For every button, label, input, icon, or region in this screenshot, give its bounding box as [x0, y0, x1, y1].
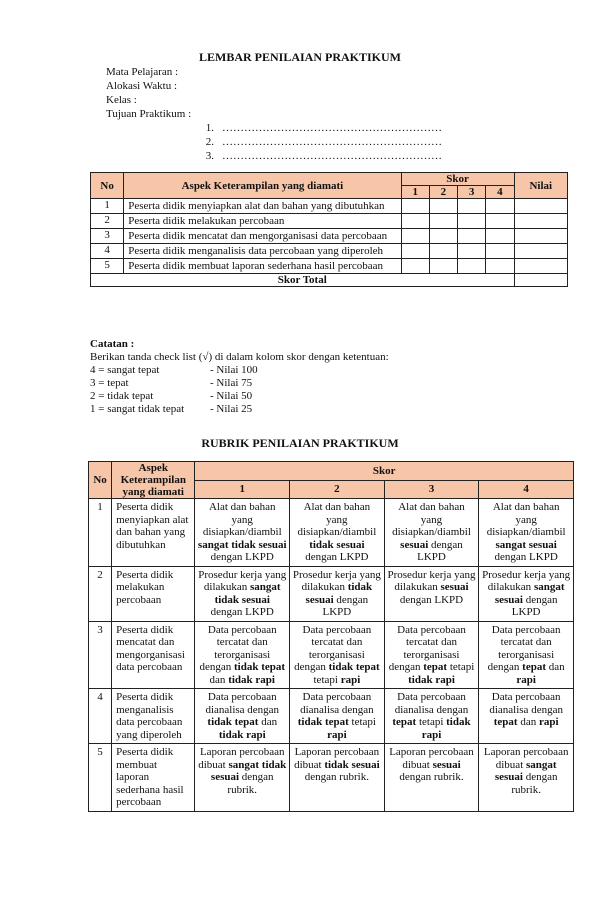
- criteria-emphasis: sangat sesuai: [494, 581, 565, 606]
- tujuan-list: [194, 121, 442, 163]
- criteria-text: Laporan percobaan dibuat: [294, 746, 380, 771]
- notes-intro: Berikan tanda check list (√) di dalam kolom skor dengan ketentuan:: [90, 351, 389, 363]
- note-value: - Nilai 50: [210, 390, 253, 402]
- notes-block: [90, 338, 389, 416]
- criteria-emphasis: tepat: [392, 716, 417, 728]
- rubric-criteria-cell: [384, 689, 479, 744]
- criteria-text: Alat dan bahan yang disiapkan/diambil: [486, 501, 566, 538]
- rubric-row-number: 1: [89, 499, 112, 567]
- rubric-row: [89, 621, 574, 689]
- tujuan-item-dots: ……………………………………………………: [222, 122, 442, 134]
- criteria-text: dan: [517, 716, 539, 728]
- criteria-text: Data percobaan dianalisa dengan: [394, 691, 469, 716]
- criteria-text: dengan LKPD: [494, 551, 558, 563]
- row-aspek: Peserta didik menganalisis data percobaan yang diperoleh: [124, 244, 401, 259]
- tujuan-item-number: 1.: [205, 122, 214, 134]
- criteria-text: dengan LKPD: [417, 538, 463, 563]
- criteria-emphasis: tepat: [493, 716, 518, 728]
- criteria-emphasis: rapi: [516, 673, 536, 686]
- criteria-emphasis: rapi: [327, 728, 347, 741]
- row-aspek: Peserta didik menyiapkan alat dan bahan yang dibutuhkan: [124, 199, 401, 214]
- rubric-criteria-cell: [195, 499, 290, 567]
- criteria-emphasis: sangat tidak sesuai: [210, 758, 287, 783]
- criteria-text: Alat dan bahan yang disiapkan/diambil: [202, 501, 282, 538]
- criteria-emphasis: tidak rapi: [408, 673, 455, 686]
- rubric-row-aspek: Peserta didik menganalisis data percobaan yang diperoleh: [112, 689, 195, 744]
- criteria-text: dan: [209, 673, 229, 686]
- criteria-text: Data percobaan tercatat dan terorganisasi dengan: [487, 623, 561, 673]
- tujuan-item-dots: ……………………………………………………: [222, 150, 442, 162]
- score-cell[interactable]: [401, 199, 429, 214]
- score-cell[interactable]: [401, 244, 429, 259]
- tujuan-item-number: 3.: [205, 150, 214, 162]
- tujuan-item: [194, 135, 442, 149]
- note-row: [90, 364, 389, 377]
- tujuan-item-dots: ……………………………………………………: [222, 136, 442, 148]
- score-cell[interactable]: [429, 259, 457, 274]
- meta-mata-pelajaran: Mata Pelajaran :: [106, 66, 179, 78]
- note-key: 2 = tidak tepat: [90, 390, 154, 402]
- criteria-text: Data percobaan tercatat dan terorganisasi dengan: [294, 623, 372, 673]
- rubric-criteria-cell: [384, 566, 479, 621]
- rubric-row: [89, 566, 574, 621]
- criteria-emphasis: rapi: [340, 673, 361, 686]
- rubric-row-aspek: Peserta didik melakukan percobaan: [112, 566, 195, 621]
- criteria-text: Prosedur kerja yang dilakukan: [292, 568, 381, 593]
- rubric-criteria-cell: [479, 689, 574, 744]
- meta-alokasi-waktu: Alokasi Waktu :: [106, 80, 178, 92]
- note-row: [90, 377, 389, 390]
- criteria-text: dengan rubrik.: [227, 771, 274, 796]
- table-row: [91, 199, 568, 214]
- note-value: - Nilai 25: [210, 403, 253, 415]
- criteria-emphasis: sangat sesuai: [494, 758, 557, 783]
- rubric-col-skor-header: Skor: [195, 462, 574, 481]
- score-cell[interactable]: [429, 199, 457, 214]
- note-value: - Nilai 75: [210, 377, 253, 389]
- meta-kelas: Kelas :: [106, 94, 137, 106]
- criteria-text: dengan LKPD: [210, 606, 274, 618]
- score-cell[interactable]: [486, 244, 514, 259]
- rubric-criteria-cell: [290, 689, 385, 744]
- criteria-text: dengan rubrik.: [399, 771, 464, 783]
- score-cell[interactable]: [429, 229, 457, 244]
- criteria-emphasis: sangat tidak sesuai: [197, 538, 287, 551]
- row-number: 1: [91, 199, 124, 214]
- rubric-col-no-header: No: [89, 462, 112, 499]
- criteria-emphasis: tidak sesuai: [309, 538, 365, 551]
- nilai-cell[interactable]: [514, 259, 567, 274]
- skor-2-header: 2: [429, 186, 457, 199]
- criteria-text: Laporan percobaan dibuat: [389, 746, 474, 771]
- rubric-skor-3-header: 3: [384, 480, 479, 499]
- meta-tujuan: Tujuan Praktikum :: [106, 108, 192, 120]
- score-cell[interactable]: [486, 199, 514, 214]
- rubric-col-aspek-header: Aspek Keterampilan yang diamati: [112, 462, 195, 499]
- rubric-title: RUBRIK PENILAIAN PRAKTIKUM: [201, 436, 399, 450]
- rubric-row: [89, 689, 574, 744]
- row-number: 2: [91, 214, 124, 229]
- criteria-text: dengan rubrik.: [304, 771, 369, 783]
- nilai-cell[interactable]: [514, 229, 567, 244]
- criteria-text: dengan LKPD: [511, 593, 558, 618]
- rubric-criteria-cell: [384, 744, 479, 812]
- rubric-criteria-cell: [479, 744, 574, 812]
- criteria-text: Laporan percobaan dibuat: [198, 746, 285, 771]
- criteria-emphasis: tidak sesuai: [305, 581, 373, 606]
- criteria-text: Data percobaan dianalisa dengan: [205, 691, 280, 716]
- rubric-row-number: 5: [89, 744, 112, 812]
- skor-1-header: 1: [401, 186, 429, 199]
- row-aspek: Peserta didik membuat laporan sederhana hasil percobaan: [124, 259, 401, 274]
- rubric-criteria-cell: [479, 499, 574, 567]
- rubric-row: [89, 744, 574, 812]
- skor-4-header: 4: [486, 186, 514, 199]
- rubric-criteria-cell: [290, 621, 385, 689]
- criteria-emphasis: tidak tepat: [297, 716, 349, 728]
- score-cell[interactable]: [458, 229, 486, 244]
- tujuan-item: [194, 121, 442, 135]
- criteria-emphasis: tidak rapi: [218, 728, 266, 741]
- criteria-text: tetapi: [447, 661, 475, 673]
- criteria-emphasis: sangat sesuai: [495, 538, 557, 551]
- rubric-row-number: 4: [89, 689, 112, 744]
- criteria-text: tetapi: [416, 716, 447, 728]
- rubric-criteria-cell: [290, 566, 385, 621]
- nilai-cell[interactable]: [514, 244, 567, 259]
- criteria-emphasis: tidak rapi: [421, 716, 471, 741]
- note-key: 3 = tepat: [90, 377, 129, 389]
- criteria-emphasis: rapi: [538, 716, 559, 728]
- meta-block: [106, 65, 442, 163]
- rubric-criteria-cell: [384, 499, 479, 567]
- score-cell[interactable]: [429, 214, 457, 229]
- col-nilai-header: Nilai: [514, 173, 567, 199]
- rubric-criteria-cell: [290, 744, 385, 812]
- criteria-text: Alat dan bahan yang disiapkan/diambil: [392, 501, 471, 538]
- criteria-text: dengan LKPD: [322, 593, 369, 618]
- criteria-text: dengan LKPD: [305, 551, 369, 563]
- criteria-text: Prosedur kerja yang dilakukan: [482, 568, 571, 593]
- rubric-skor-1-header: 1: [195, 480, 290, 499]
- criteria-text: Data percobaan tercatat dan terorganisasi dengan: [388, 623, 466, 673]
- criteria-text: Data percobaan tercatat dan terorganisasi dengan: [199, 623, 277, 673]
- rubric-skor-2-header: 2: [290, 480, 385, 499]
- rubric-row-aspek: Peserta didik menyiapkan alat dan bahan yang dibutuhkan: [112, 499, 195, 567]
- rubric-criteria-cell: [479, 621, 574, 689]
- rubric-criteria-cell: [195, 621, 290, 689]
- table-row: [91, 229, 568, 244]
- criteria-text: Alat dan bahan yang disiapkan/diambil: [297, 501, 377, 538]
- criteria-text: Laporan percobaan dibuat: [483, 746, 569, 771]
- row-number: 4: [91, 244, 124, 259]
- criteria-emphasis: sesuai: [400, 538, 429, 551]
- score-cell[interactable]: [458, 214, 486, 229]
- score-cell[interactable]: [458, 199, 486, 214]
- score-cell[interactable]: [486, 214, 514, 229]
- score-cell[interactable]: [486, 229, 514, 244]
- criteria-text: Data percobaan dianalisa dengan: [489, 691, 563, 716]
- sheet-title: LEMBAR PENILAIAN PRAKTIKUM: [198, 50, 401, 64]
- criteria-text: dengan LKPD: [210, 551, 274, 563]
- col-aspek-header: Aspek Keterampilan yang diamati: [124, 173, 401, 199]
- rubric-criteria-cell: [384, 621, 479, 689]
- rubric-row-number: 3: [89, 621, 112, 689]
- criteria-emphasis: tidak sesuai: [324, 758, 380, 771]
- table-row: [91, 259, 568, 274]
- note-value: - Nilai 100: [210, 364, 258, 376]
- skor-total-cell[interactable]: [514, 274, 567, 287]
- criteria-text: dan: [258, 716, 278, 728]
- score-cell[interactable]: [401, 259, 429, 274]
- criteria-emphasis: tidak tepat: [207, 716, 259, 728]
- criteria-emphasis: sangat tidak sesuai: [214, 581, 281, 606]
- criteria-emphasis: sesuai: [440, 581, 469, 593]
- rubric-criteria-cell: [290, 499, 385, 567]
- score-cell[interactable]: [429, 244, 457, 259]
- criteria-emphasis: tidak tepat: [328, 661, 380, 673]
- rubric-criteria-cell: [195, 689, 290, 744]
- criteria-text: dengan rubrik.: [511, 771, 558, 796]
- rubric-table: [88, 461, 574, 812]
- total-row: [91, 274, 568, 287]
- col-skor-header: Skor: [401, 173, 514, 186]
- row-aspek: Peserta didik melakukan percobaan: [124, 214, 401, 229]
- row-aspek: Peserta didik mencatat dan mengorganisasi data percobaan: [124, 229, 401, 244]
- rubric-row-aspek: Peserta didik mencatat dan mengorganisasi data percobaan: [112, 621, 195, 689]
- nilai-cell[interactable]: [514, 214, 567, 229]
- note-row: [90, 403, 389, 416]
- rubric-criteria-cell: [195, 744, 290, 812]
- score-cell[interactable]: [486, 259, 514, 274]
- note-row: [90, 390, 389, 403]
- criteria-text: tetapi: [348, 716, 376, 728]
- tujuan-item-number: 2.: [205, 136, 214, 148]
- rubric-criteria-cell: [195, 566, 290, 621]
- col-no-header: No: [91, 173, 124, 199]
- rubric-skor-4-header: 4: [479, 480, 574, 499]
- rubric-row-aspek: Peserta didik membuat laporan sederhana hasil percobaan: [112, 744, 195, 812]
- criteria-emphasis: tidak tepat: [233, 661, 286, 673]
- criteria-text: dengan LKPD: [399, 593, 464, 606]
- criteria-text: tetapi: [313, 673, 341, 686]
- score-cell[interactable]: [458, 259, 486, 274]
- note-key: 4 = sangat tepat: [90, 364, 160, 376]
- score-cell[interactable]: [458, 244, 486, 259]
- note-key: 1 = sangat tidak tepat: [90, 403, 185, 415]
- criteria-emphasis: tepat: [522, 661, 546, 673]
- rubric-row-number: 2: [89, 566, 112, 621]
- criteria-emphasis: tidak rapi: [228, 673, 275, 686]
- nilai-cell[interactable]: [514, 199, 567, 214]
- criteria-emphasis: tepat: [423, 661, 448, 673]
- tujuan-item: [194, 149, 442, 163]
- criteria-text: dan: [546, 661, 565, 673]
- row-number: 3: [91, 229, 124, 244]
- notes-heading: Catatan :: [90, 338, 135, 350]
- score-cell[interactable]: [401, 214, 429, 229]
- rubric-row: [89, 499, 574, 567]
- criteria-text: Prosedur kerja yang dilakukan: [198, 568, 287, 593]
- row-number: 5: [91, 259, 124, 274]
- rubric-criteria-cell: [479, 566, 574, 621]
- assessment-table: [90, 172, 568, 287]
- table-row: [91, 214, 568, 229]
- criteria-text: Data percobaan dianalisa dengan: [300, 691, 374, 716]
- table-row: [91, 244, 568, 259]
- criteria-text: Prosedur kerja yang dilakukan: [387, 568, 476, 593]
- skor-total-label: Skor Total: [91, 274, 515, 287]
- score-cell[interactable]: [401, 229, 429, 244]
- skor-3-header: 3: [458, 186, 486, 199]
- criteria-emphasis: sesuai: [432, 758, 461, 771]
